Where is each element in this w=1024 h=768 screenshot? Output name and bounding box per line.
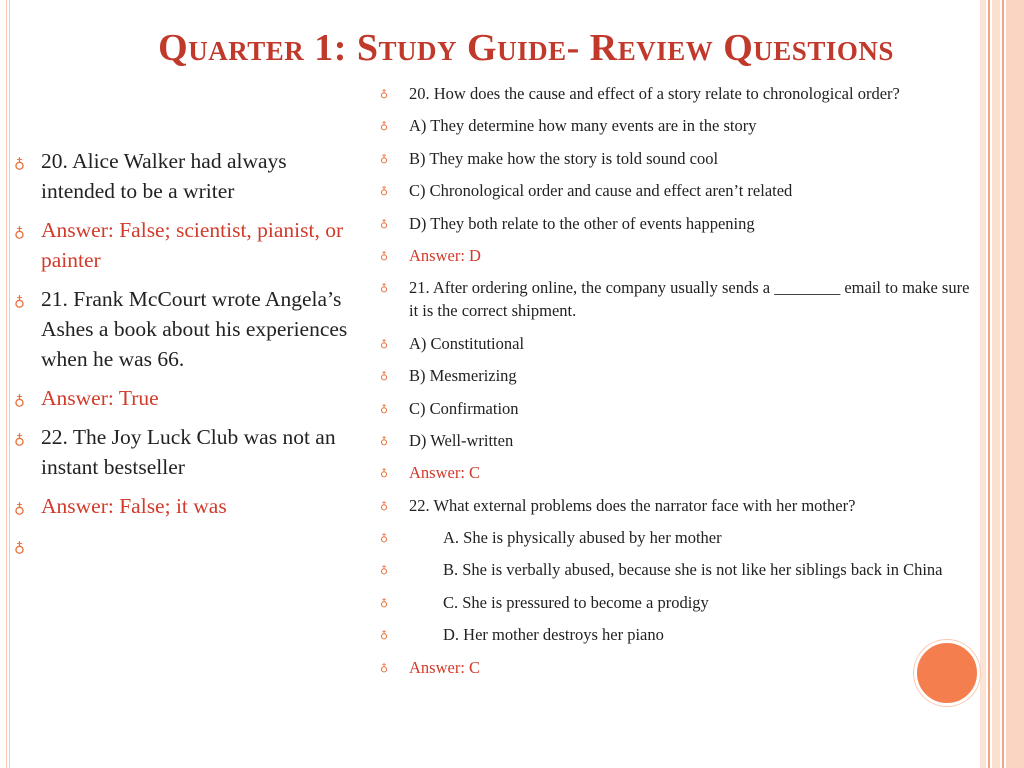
left-border-line [9, 0, 10, 768]
right-item-text: D. Her mother destroys her piano [443, 625, 664, 645]
right-item-text: C) Confirmation [409, 398, 519, 418]
right-item-text: D) They both relate to the other of events happening [409, 213, 755, 233]
bullet-icon: ♁ [14, 501, 25, 517]
right-answer-item [380, 244, 970, 267]
right-list-item [380, 494, 970, 517]
bullet-icon: ♁ [380, 629, 389, 642]
bullet-icon: ♁ [380, 434, 389, 447]
right-list-item [380, 591, 970, 614]
right-list-item [380, 364, 970, 387]
right-list-item [380, 276, 970, 322]
left-item-text: 21. Frank McCourt wrote Angela’s Ashes a book about his experiences when he was 66. [41, 287, 348, 371]
bullet-icon: ♁ [380, 282, 389, 295]
bullet-icon: ♁ [380, 402, 389, 415]
right-item-text: Answer: C [409, 657, 481, 677]
left-answer-item [14, 215, 354, 275]
left-item-text: Answer: False; scientist, pianist, or painter [41, 218, 344, 272]
slide-title: Quarter 1: Study Guide- Review Questions [158, 27, 894, 69]
right-item-text: 22. What external problems does the narrator face with her mother? [409, 495, 856, 515]
right-list-item [380, 623, 970, 646]
left-answer-item [14, 383, 354, 413]
right-list-item [380, 114, 970, 137]
right-list-item [380, 397, 970, 420]
bullet-icon: ♁ [380, 596, 389, 609]
left-item-text: 22. The Joy Luck Club was not an instant bestseller [41, 425, 336, 479]
left-item-text: Answer: True [41, 386, 159, 410]
bullet-icon: ♁ [380, 152, 389, 165]
right-list-item [380, 429, 970, 452]
bullet-icon: ♁ [14, 156, 25, 172]
right-item-text: A) They determine how many events are in the story [409, 116, 757, 136]
left-item-text: Answer: False; it was [41, 494, 227, 518]
bullet-icon: ♁ [380, 499, 389, 512]
right-item-text: Answer: D [409, 245, 481, 265]
right-list-item [380, 332, 970, 355]
right-answer-item [380, 461, 970, 484]
bullet-icon: ♁ [14, 432, 25, 448]
right-list-item [380, 147, 970, 170]
decorative-stripes [980, 0, 1024, 768]
bullet-icon: ♁ [14, 393, 25, 409]
right-list-item [380, 558, 970, 581]
left-column-list [14, 146, 354, 556]
left-answer-item [14, 491, 354, 521]
right-answer-item [380, 656, 970, 679]
right-list-item [380, 179, 970, 202]
right-item-text: C. She is pressured to become a prodigy [443, 592, 709, 612]
left-border-line [6, 0, 7, 768]
left-list-item [14, 422, 354, 482]
right-item-text: B. She is verbally abused, because she is not like her siblings back in China [443, 560, 943, 580]
right-item-text: B) Mesmerizing [409, 366, 517, 386]
right-item-text: 20. How does the cause and effect of a story relate to chronological order? [409, 84, 900, 103]
left-item-text: 20. Alice Walker had always intended to be a writer [41, 149, 287, 203]
right-item-text: 21. After ordering online, the company usually sends a ________ email to make sure it is the correct shipment. [409, 278, 970, 321]
bullet-icon: ♁ [380, 564, 389, 577]
bullet-icon: ♁ [380, 185, 389, 198]
right-item-text: B) They make how the story is told sound cool [409, 148, 719, 168]
left-list-item [14, 284, 354, 374]
bullet-icon: ♁ [380, 120, 389, 133]
bullet-icon: ♁ [380, 217, 389, 230]
right-list-item [380, 82, 970, 105]
bullet-icon: ♁ [14, 225, 25, 241]
bullet-icon: ♁ [380, 467, 389, 480]
bullet-icon: ♁ [380, 532, 389, 545]
bullet-icon: ♁ [380, 661, 389, 674]
bullet-icon: ♁ [380, 249, 389, 262]
right-item-text: Answer: C [409, 463, 481, 483]
bullet-icon: ♁ [380, 337, 389, 350]
bullet-icon: ♁ [14, 294, 25, 310]
right-item-text: A) Constitutional [409, 333, 525, 353]
right-column-list [380, 82, 970, 688]
right-item-text: C) Chronological order and cause and effect aren’t related [409, 181, 793, 201]
right-list-item [380, 212, 970, 235]
right-item-text: A. She is physically abused by her mother [443, 528, 722, 548]
right-list-item [380, 526, 970, 549]
bullet-icon: ♁ [14, 540, 25, 556]
bullet-icon: ♁ [380, 370, 389, 383]
bullet-icon: ♁ [380, 88, 389, 100]
left-list-item [14, 146, 354, 206]
right-item-text: D) Well-written [409, 430, 514, 450]
